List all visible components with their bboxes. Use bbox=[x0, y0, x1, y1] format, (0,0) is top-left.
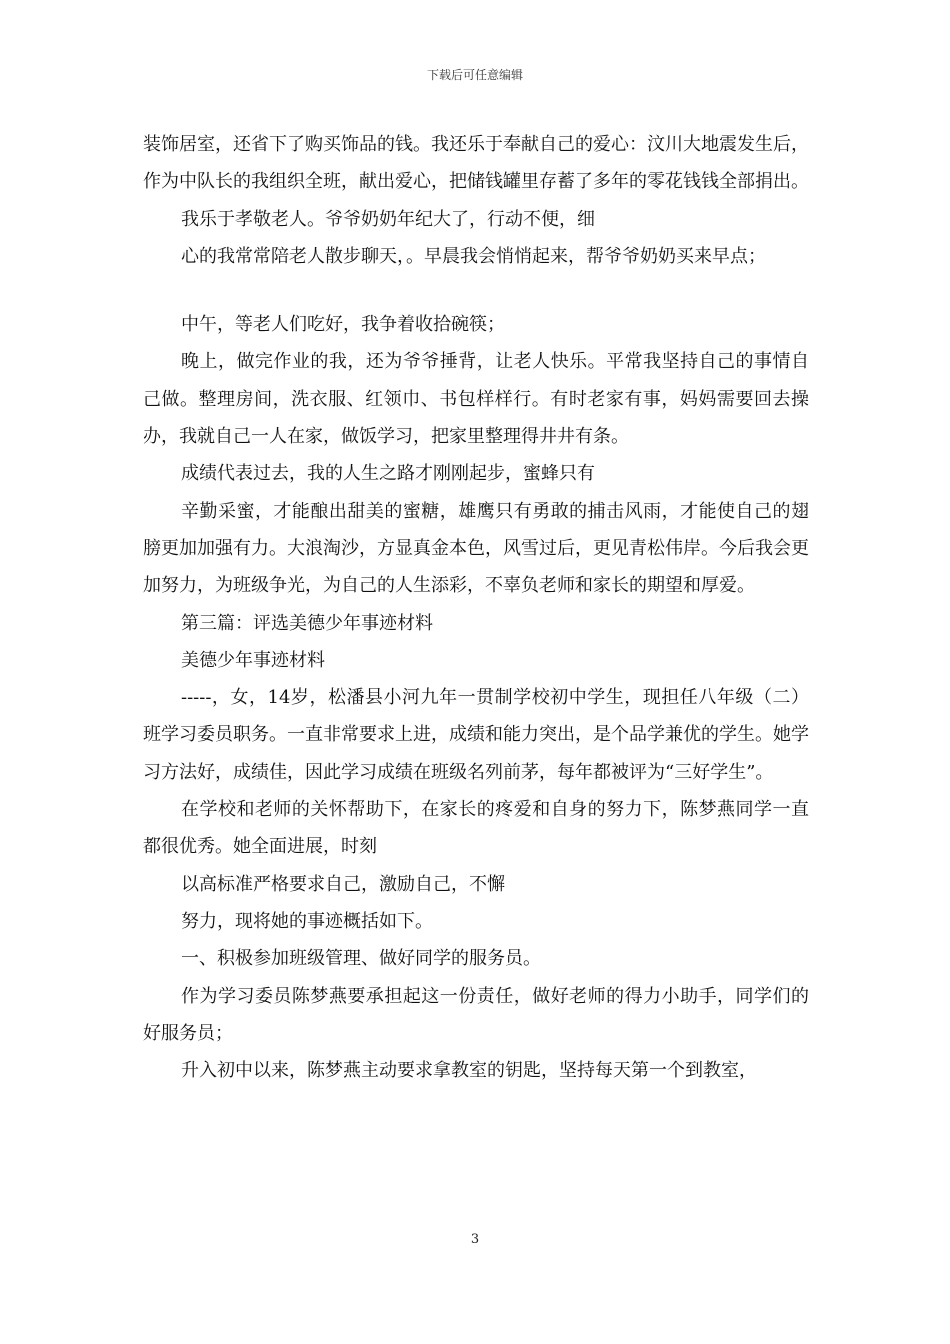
blank-line bbox=[143, 275, 809, 306]
paragraph: 成绩代表过去，我的人生之路才刚刚起步，蜜蜂只有 bbox=[181, 463, 595, 485]
document-body bbox=[143, 126, 809, 1089]
paragraph: 装饰居室，还省下了购买饰品的钱。我还乐于奉献自己的爱心：汶川大地震发生后，作为中队长的我组织全班，献出爱心，把储钱罐里存蓄了多年的零花钱钱全部捐出。 bbox=[143, 134, 809, 193]
paragraph: 心的我常常陪老人散步聊天，。早晨我会悄悄起来，帮爷爷奶奶买来早点； bbox=[181, 245, 766, 267]
paragraph: 辛勤采蜜，才能酿出甜美的蜜糖，雄鹰只有勇敢的捕击风雨，才能使自己的翅膀更加加强有力。大浪淘沙，方显真金本色，风雪过后，更见青松伟岸。今后我会更加努力，为班级争光，为自己的人生添彩，不辜负老师和家长的期望和厚爱。 bbox=[143, 500, 809, 597]
paragraph: 升入初中以来，陈梦燕主动要求拿教室的钥匙，坚持每天第一个到教室， bbox=[181, 1060, 757, 1082]
paragraph: 作为学习委员陈梦燕要承担起这一份责任，做好老师的得力小助手，同学们的好服务员； bbox=[143, 985, 809, 1044]
page-number: 3 bbox=[470, 1232, 480, 1247]
paragraph: 晚上，做完作业的我，还为爷爷捶背，让老人快乐。平常我坚持自己的事情自己做。整理房间，洗衣服、红领巾、书包样样行。有时老家有事，妈妈需要回去操办，我就自己一人在家，做饭学习，把家里整理得井井有条。 bbox=[143, 351, 809, 448]
paragraph: 以高标准严格要求自己，激励自己，不懈 bbox=[181, 873, 505, 895]
paragraph: 一、积极参加班级管理、做好同学的服务员。 bbox=[181, 948, 541, 970]
page-header bbox=[0, 67, 950, 83]
page-footer bbox=[0, 1232, 950, 1248]
section-heading: 第三篇：评选美德少年事迹材料 bbox=[181, 612, 433, 634]
paragraph: 努力，现将她的事迹概括如下。 bbox=[181, 910, 433, 932]
paragraph: -----，女，14岁，松潘县小河九年一贯制学校初中学生，现担任八年级（二）班学习委员职务。一直非常要求上进，成绩和能力突出，是个品学兼优的学生。她学习方法好，成绩佳，因此学习成绩在班级名列前茅，每年都被评为“三好学生”。 bbox=[143, 687, 809, 783]
paragraph: 我乐于孝敬老人。爷爷奶奶年纪大了，行动不便，细 bbox=[181, 208, 595, 230]
header-text: 下载后可任意编辑 bbox=[426, 68, 523, 82]
paragraph: 中午，等老人们吃好，我争着收拾碗筷； bbox=[181, 314, 505, 336]
paragraph: 在学校和老师的关怀帮助下，在家长的疼爱和自身的努力下，陈梦燕同学一直都很优秀。她全面进展，时刻 bbox=[143, 799, 809, 858]
section-subheading: 美德少年事迹材料 bbox=[181, 649, 325, 671]
